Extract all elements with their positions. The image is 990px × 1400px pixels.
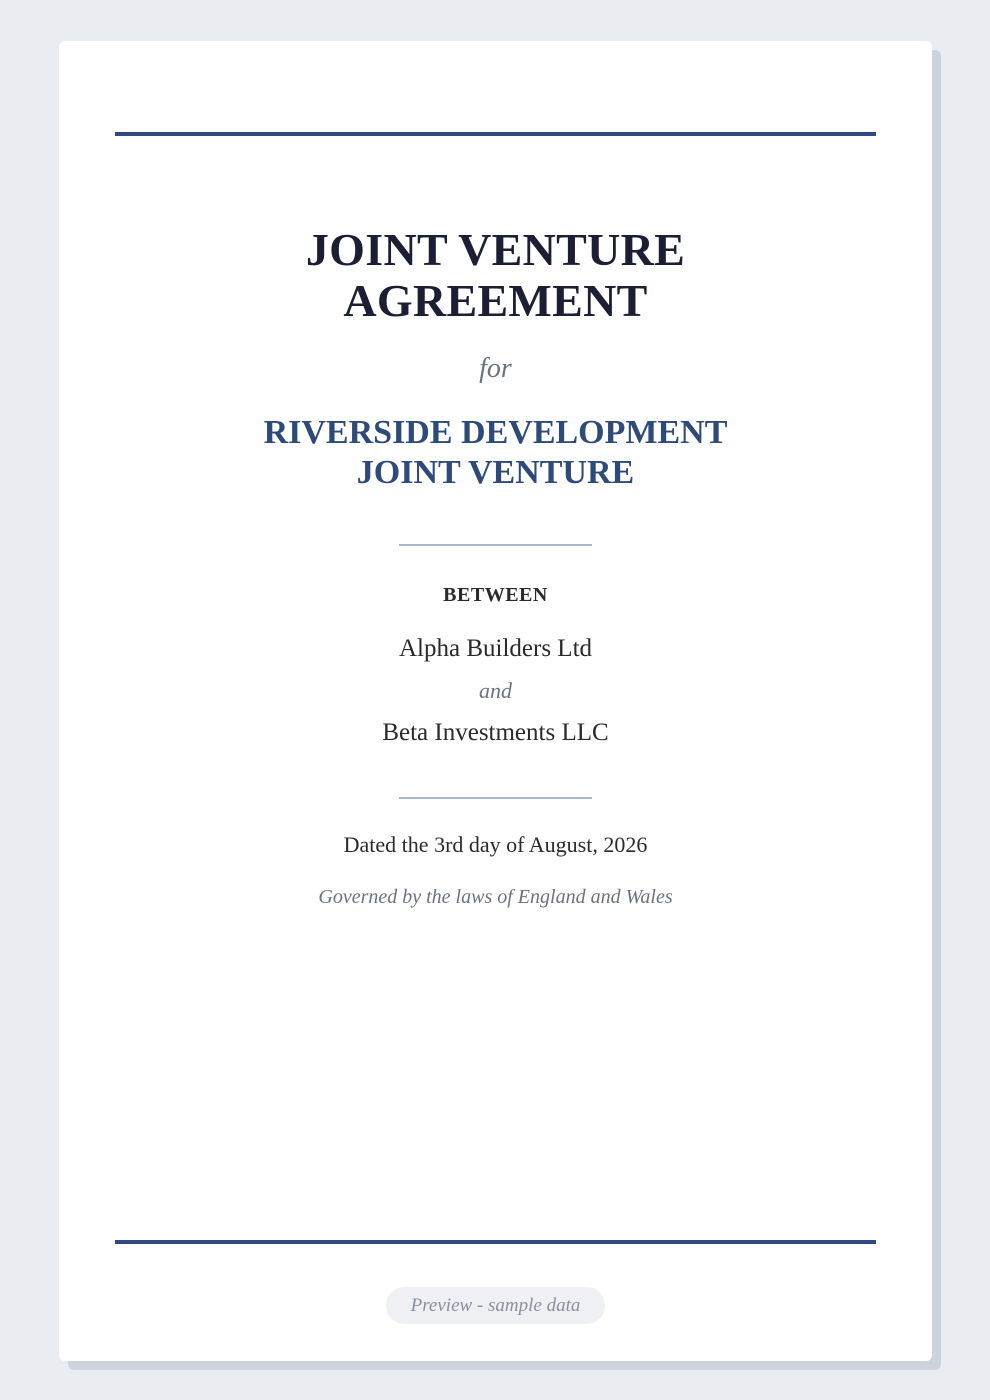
bottom-rule bbox=[115, 1240, 876, 1244]
for-word: for bbox=[479, 353, 512, 384]
document-title bbox=[59, 224, 932, 326]
project-name bbox=[59, 413, 932, 493]
and-word: and bbox=[479, 678, 512, 703]
document-page bbox=[59, 41, 932, 1361]
preview-badge: Preview - sample data bbox=[386, 1287, 605, 1324]
between-label: BETWEEN bbox=[443, 584, 548, 606]
top-rule bbox=[115, 132, 876, 136]
party-one: Alpha Builders Ltd bbox=[398, 635, 593, 662]
project-name-line-2: JOINT VENTURE bbox=[356, 454, 635, 491]
project-name-line-1: RIVERSIDE DEVELOPMENT bbox=[263, 414, 728, 451]
party-two: Beta Investments LLC bbox=[382, 719, 609, 746]
divider-upper bbox=[399, 544, 592, 546]
title-line-1: JOINT VENTURE bbox=[305, 224, 686, 275]
divider-lower bbox=[399, 797, 592, 799]
governing-law: Governed by the laws of England and Wales bbox=[318, 886, 673, 908]
date-line: Dated the 3rd day of August, 2026 bbox=[343, 832, 648, 857]
title-line-2: AGREEMENT bbox=[343, 275, 648, 326]
